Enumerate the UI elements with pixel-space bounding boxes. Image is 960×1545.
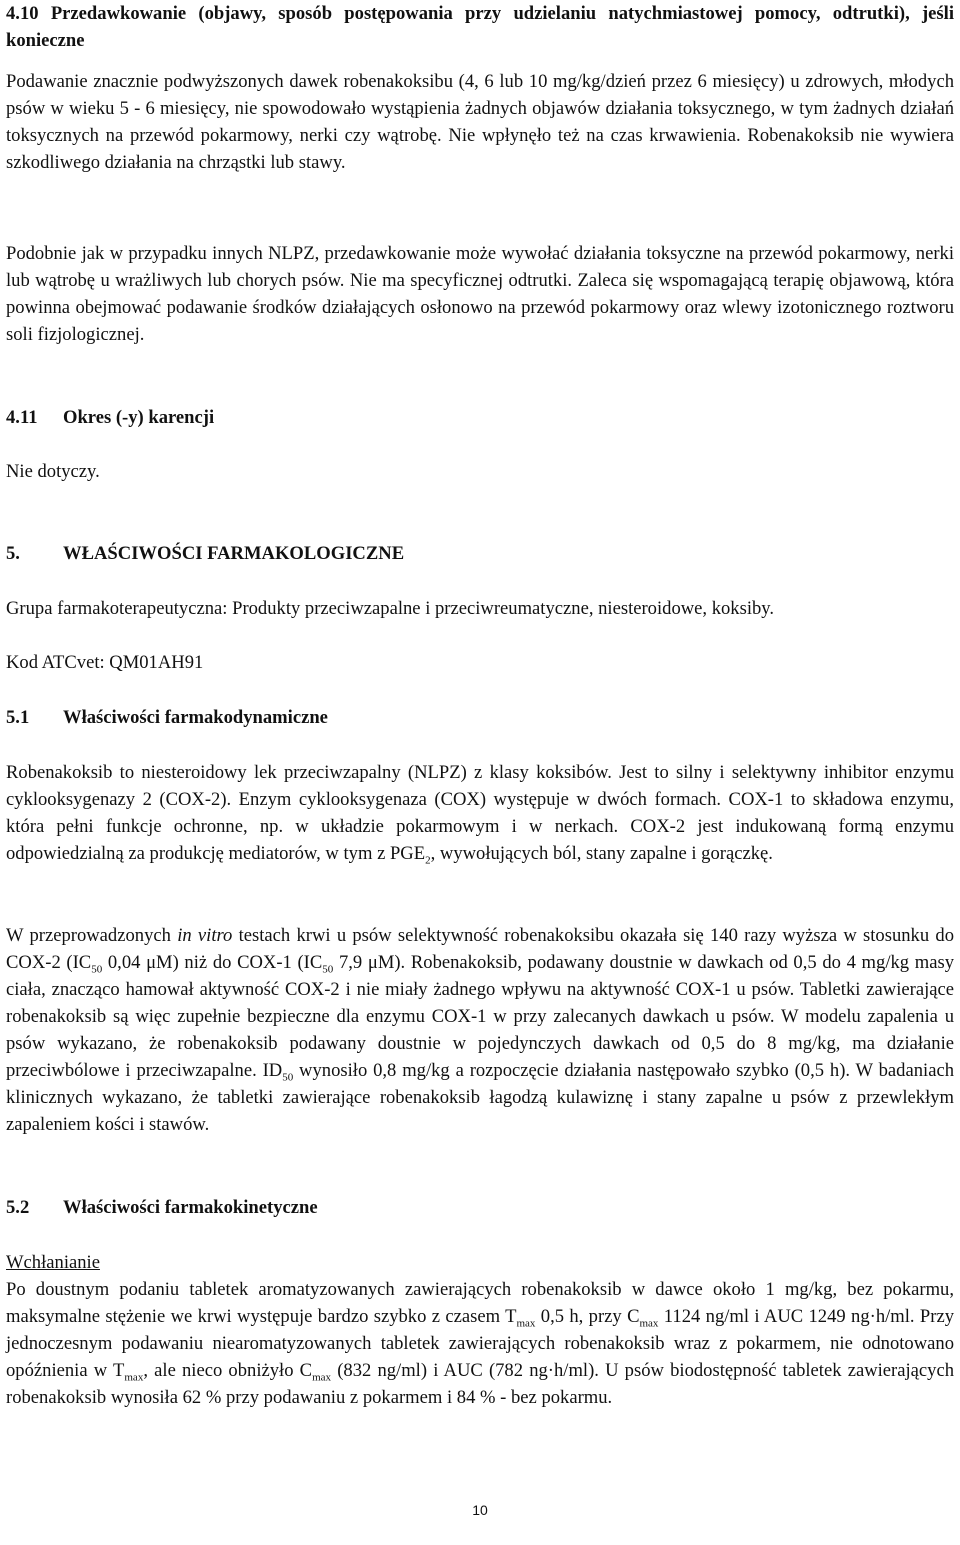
text-span: , wywołujących ból, stany zapalne i gorączkę. — [430, 843, 773, 864]
subscript: 50 — [91, 963, 103, 976]
text-span: 1124 ng/ml i AUC 1249 ng·h/ml. Przy jednoczesnym podawaniu niearomatyzowanych tabletek zawierających robenakoksib wraz z pokarmem, nie odnotowano opóźnienia w T — [6, 1306, 955, 1381]
text-span: Robenakoksib to niesteroidowy lek przeciwzapalny (NLPZ) z klasy koksibów. Jest to silny i selektywny inhibitor enzymu cyklooksygenazy 2 (COX-2). Enzym cyklooksygenaza (COX) występuje w dwóch formach. COX-1 to składowa enzymu, która pełni funkcje ochronne, np. w układzie pokarmowym i w nerkach. COX-2 jest indukowaną formą enzymu odpowiedzialną za produkcję mediatorów, w tym z PGE — [6, 762, 954, 864]
text-span: Po doustnym podaniu tabletek aromatyzowanych zawierających robenakoksib w dawce około 1 mg/kg, bez pokarmu, maksymalne stężenie we krwi występuje bardzo szybko z czasem T — [6, 1279, 954, 1327]
pharmacodynamics-paragraph-1 — [6, 759, 954, 867]
text-span: wynosiło 0,8 mg/kg a rozpoczęcie działania następowało szybko (0,5 h). W badaniach klinicznych wykazano, że tabletki zawierające robenakoksib łagodzą kulawiznę i stany zapalne u psów z przewlekłym zapaleniem kości i stawów. — [6, 1060, 954, 1135]
section-heading-5 — [6, 540, 404, 567]
subscript: 50 — [282, 1071, 294, 1084]
text-span: Robenakoksib nie wywiera szkodliwego działania na chrząstki lub stawy. — [6, 125, 954, 173]
subscript: max — [312, 1371, 332, 1384]
text-span: 7,9 μM). Robenakoksib, podawany doustnie w dawkach od 0,5 do 4 mg/kg masy ciała, znacząco hamował aktywność COX-2 i nie miały żadnego wpływu na aktywność COX-1 u psów. Tabletki zawierające robenakoksib są więc zupełnie bezpieczne dla enzymu COX-1 w przy zalecanych dawkach u psów. W modelu zapalenia u psów wykazano, że robenakoksib podawany doustnie w pojedynczych dawkach od 0,5 do 8 mg/kg, ma działanie przeciwbólowe i przeciwzapalne. ID — [6, 952, 954, 1081]
overdose-paragraph-2: Podobnie jak w przypadku innych NLPZ, przedawkowanie może wywołać działania toksyczne na przewód pokarmowy, nerki lub wątrobę u wrażliwych lub chorych psów. Nie ma specyficznej odtrutki. Zaleca się wspomagającą terapię objawową, która powinna obejmować podawanie środków działających osłonowo na przewód pokarmowy oraz wlewy izotonicznego roztworu soli fizjologicznej. — [6, 243, 954, 345]
section-4-10 — [6, 0, 954, 54]
section-title: WŁAŚCIWOŚCI FARMAKOLOGICZNE — [63, 543, 405, 564]
subscript: max — [516, 1317, 536, 1330]
section-title: Okres (-y) karencji — [63, 407, 215, 428]
section-number: 4.11 — [6, 407, 38, 428]
pharmacokinetics-paragraph — [6, 1276, 954, 1411]
section-heading-5-2 — [6, 1194, 318, 1221]
section-title: Przedawkowanie (objawy, sposób postępowania przy udzielaniu natychmiastowej pomocy, odtrutki), jeśli konieczne — [6, 3, 954, 51]
section-title: Właściwości farmakodynamiczne — [63, 707, 328, 728]
text-span: Podawanie znacznie podwyższonych dawek robenakoksibu (4, 6 lub 10 mg/kg/dzień przez 6 miesięcy) u zdrowych, młodych psów w wieku 5 - 6 miesięcy, nie spowodowało wystąpienia żadnych objawów działania toksycznego, w tym żadnych działań toksycznych na przewód pokarmowy, nerki czy wątrobę. — [6, 71, 954, 146]
subscript: 50 — [322, 963, 334, 976]
page-number: 10 — [472, 1502, 488, 1518]
section-number: 4.10 — [6, 3, 39, 24]
section-number: 5.1 — [6, 707, 30, 728]
section-heading-5-1 — [6, 704, 328, 731]
text-span: testach krwi u psów selektywność robenakoksibu okazała się 140 razy wyższa w stosunku do COX-2 (IC — [6, 925, 954, 973]
withdrawal-text: Nie dotyczy. — [6, 461, 100, 482]
italic-text: in vitro — [177, 925, 233, 946]
subscript: max — [124, 1371, 144, 1384]
section-heading-4-11 — [6, 404, 214, 431]
pharmacodynamics-paragraph-2 — [6, 922, 954, 1138]
section-title: Właściwości farmakokinetyczne — [63, 1197, 318, 1218]
overdose-paragraph-1 — [6, 68, 954, 176]
subscript: 2 — [425, 854, 431, 867]
text-span: , ale nieco obniżyło C — [143, 1360, 313, 1381]
text-span: Nie wpłynęło też na czas krwawienia. — [448, 125, 741, 146]
section-number: 5. — [6, 543, 20, 564]
text-span: W przeprowadzonych — [6, 925, 178, 946]
text-span: 0,04 μM) niż do COX-1 (IC — [102, 952, 323, 973]
atcvet-code: Kod ATCvet: QM01AH91 — [6, 652, 204, 673]
text-span: (832 ng/ml) i AUC (782 ng·h/ml). U psów biodostępność tabletek zawierających robenakoksib wynosiła 62 % przy podawaniu z pokarmem i 84 % - bez pokarmu. — [6, 1360, 955, 1408]
section-number: 5.2 — [6, 1197, 30, 1218]
absorption-subheading: Wchłanianie — [6, 1252, 100, 1273]
section-heading — [6, 0, 954, 54]
pharmacotherapeutic-group: Grupa farmakoterapeutyczna: Produkty przeciwzapalne i przeciwreumatyczne, niesteroidowe, koksiby. — [6, 598, 775, 619]
text-span: 0,5 h, przy C — [535, 1306, 640, 1327]
subscript: max — [639, 1317, 659, 1330]
